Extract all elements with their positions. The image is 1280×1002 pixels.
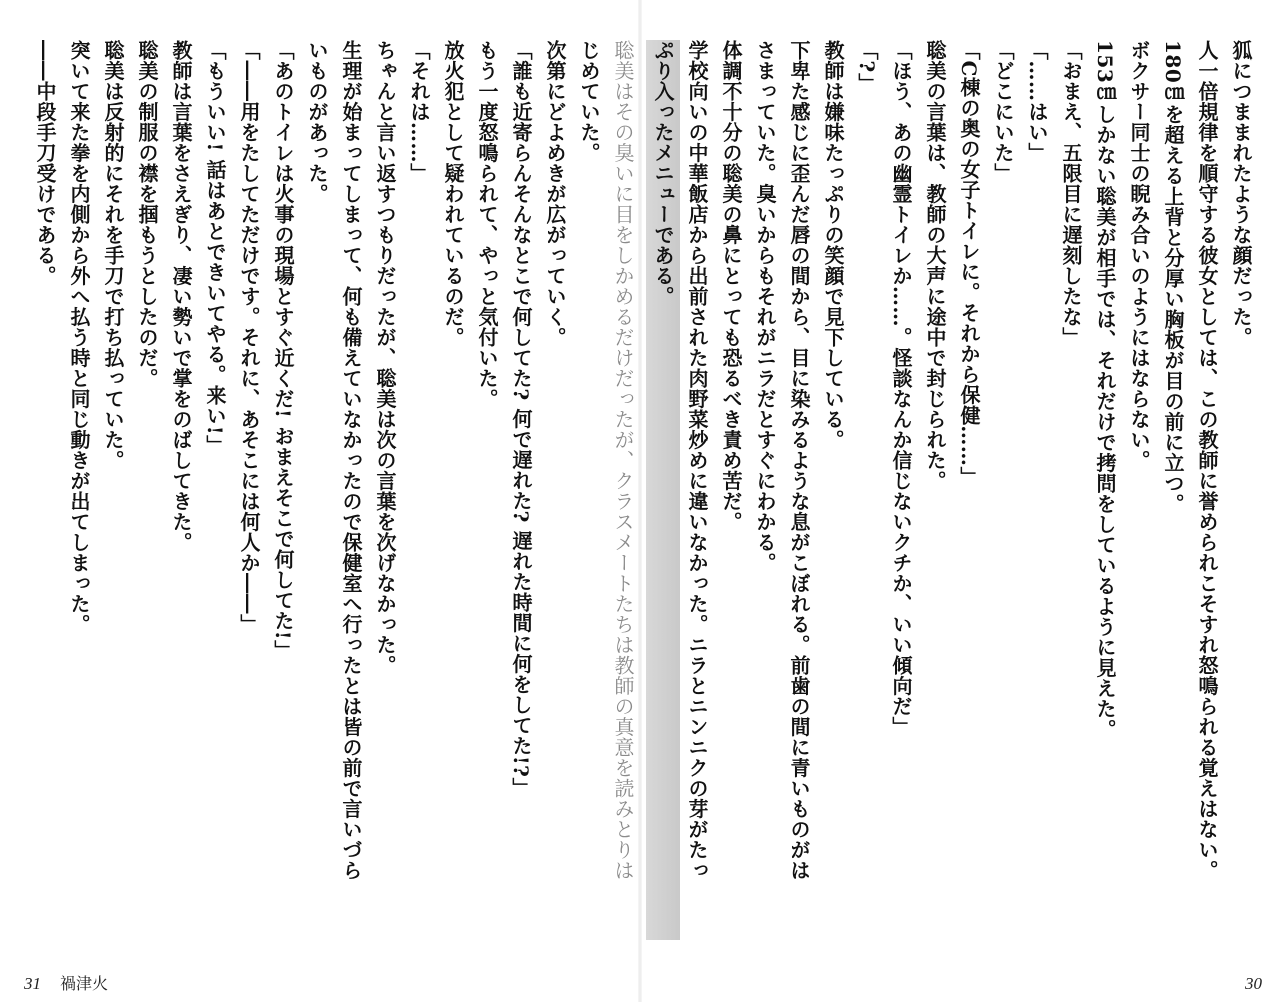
text-line: いものがあった。 xyxy=(305,40,329,204)
text-line: ボクサー同士の睨み合いのようにはならない。 xyxy=(1127,40,1151,471)
text-line: 突いて来た拳を内側から外へ払う時と同じ動きが出てしまった。 xyxy=(67,40,91,635)
text-line: 聡美は反射的にそれを手刀で打ち払っていた。 xyxy=(101,40,125,471)
text-line: 学校向いの中華飯店から出前された肉野菜炒めに違いなかった。ニラとニンニクの芽がたっ xyxy=(685,40,709,881)
left-page-text xyxy=(8,40,640,940)
text-line: 次第にどよめきが広がっていく。 xyxy=(543,40,567,348)
text-line: 聡美はその臭いに目をしかめるだけだったが、クラスメートたちは教師の真意を読みとりは xyxy=(611,40,635,881)
text-line: ――中段手刀受けである。 xyxy=(33,40,57,286)
text-line: 「それは……」 xyxy=(407,40,431,184)
text-line: 聡美の言葉は、教師の大声に途中で封じられた。 xyxy=(923,40,947,491)
text-line: 「?」 xyxy=(855,40,879,94)
text-line: 人一倍規律を順守する彼女としては、この教師に誉められこそすれ怒鳴られる覚えはない。 xyxy=(1195,40,1219,881)
text-line: もう一度怒鳴られて、やっと気付いた。 xyxy=(475,40,499,409)
running-title: 禍津火 xyxy=(60,974,109,993)
text-line: 180㎝を超える上背と分厚い胸板が目の前に立つ。 xyxy=(1161,40,1185,514)
text-line: 「あのトイレは火事の現場とすぐ近くだ! おまえそこで何してた!」 xyxy=(271,40,295,661)
text-line: じめていた。 xyxy=(577,40,601,163)
text-line: 「おまえ、五限目に遅刻したな」 xyxy=(1059,40,1083,348)
text-line: 下卑た感じに歪んだ唇の間から、目に染みるような息がこぼれる。前歯の間に青いものがは xyxy=(787,40,811,881)
right-page-text xyxy=(651,40,1258,940)
text-line: 生理が始まってしまって、何も備えていなかったので保健室へ行ったとは皆の前で言いづら xyxy=(339,40,363,881)
text-line: 聡美の制服の襟を掴もうとしたのだ。 xyxy=(135,40,159,389)
text-line: ぷり入ったメニューである。 xyxy=(646,40,680,940)
text-line: 「……はい」 xyxy=(1025,40,1049,163)
text-line: 「誰も近寄らんそんなとこで何してた? 何で遅れた? 遅れた時間に何をしてた!?」 xyxy=(509,40,533,798)
text-line: 狐につままれたような顔だった。 xyxy=(1229,40,1253,348)
text-line: 「もういい! 話はあとできいてやる。来い!」 xyxy=(203,40,227,456)
text-line: 体調不十分の聡美の鼻にとっても恐るべき責め苦だ。 xyxy=(719,40,743,532)
text-line: 「――用をたしてただけです。それに、あそこには何人か――」 xyxy=(237,40,261,635)
text-line: 「C棟の奥の女子トイレに。それから保健……」 xyxy=(957,40,981,487)
page-number: 30 xyxy=(1245,974,1262,993)
text-line: 「どこにいた」 xyxy=(991,40,1015,184)
text-line: 教師は嫌味たっぷりの笑顔で見下している。 xyxy=(821,40,845,450)
text-line: 「ほう、あの幽霊トイレか……。怪談なんか信じないクチか、いい傾向だ」 xyxy=(889,40,913,737)
text-line: 放火犯として疑われているのだ。 xyxy=(441,40,465,348)
right-page xyxy=(640,0,1280,1002)
text-line: 教師は言葉をさえぎり、凄い勢いで掌をのばしてきた。 xyxy=(169,40,193,553)
page-number: 31 xyxy=(24,974,41,993)
text-line: ちゃんと言い返すつもりだったが、聡美は次の言葉を次げなかった。 xyxy=(373,40,397,676)
text-line: 153㎝しかない聡美が相手では、それだけで拷問をしているように見えた。 xyxy=(1093,40,1117,740)
text-line: さまっていた。臭いからもそれがニラだとすぐにわかる。 xyxy=(753,40,777,573)
